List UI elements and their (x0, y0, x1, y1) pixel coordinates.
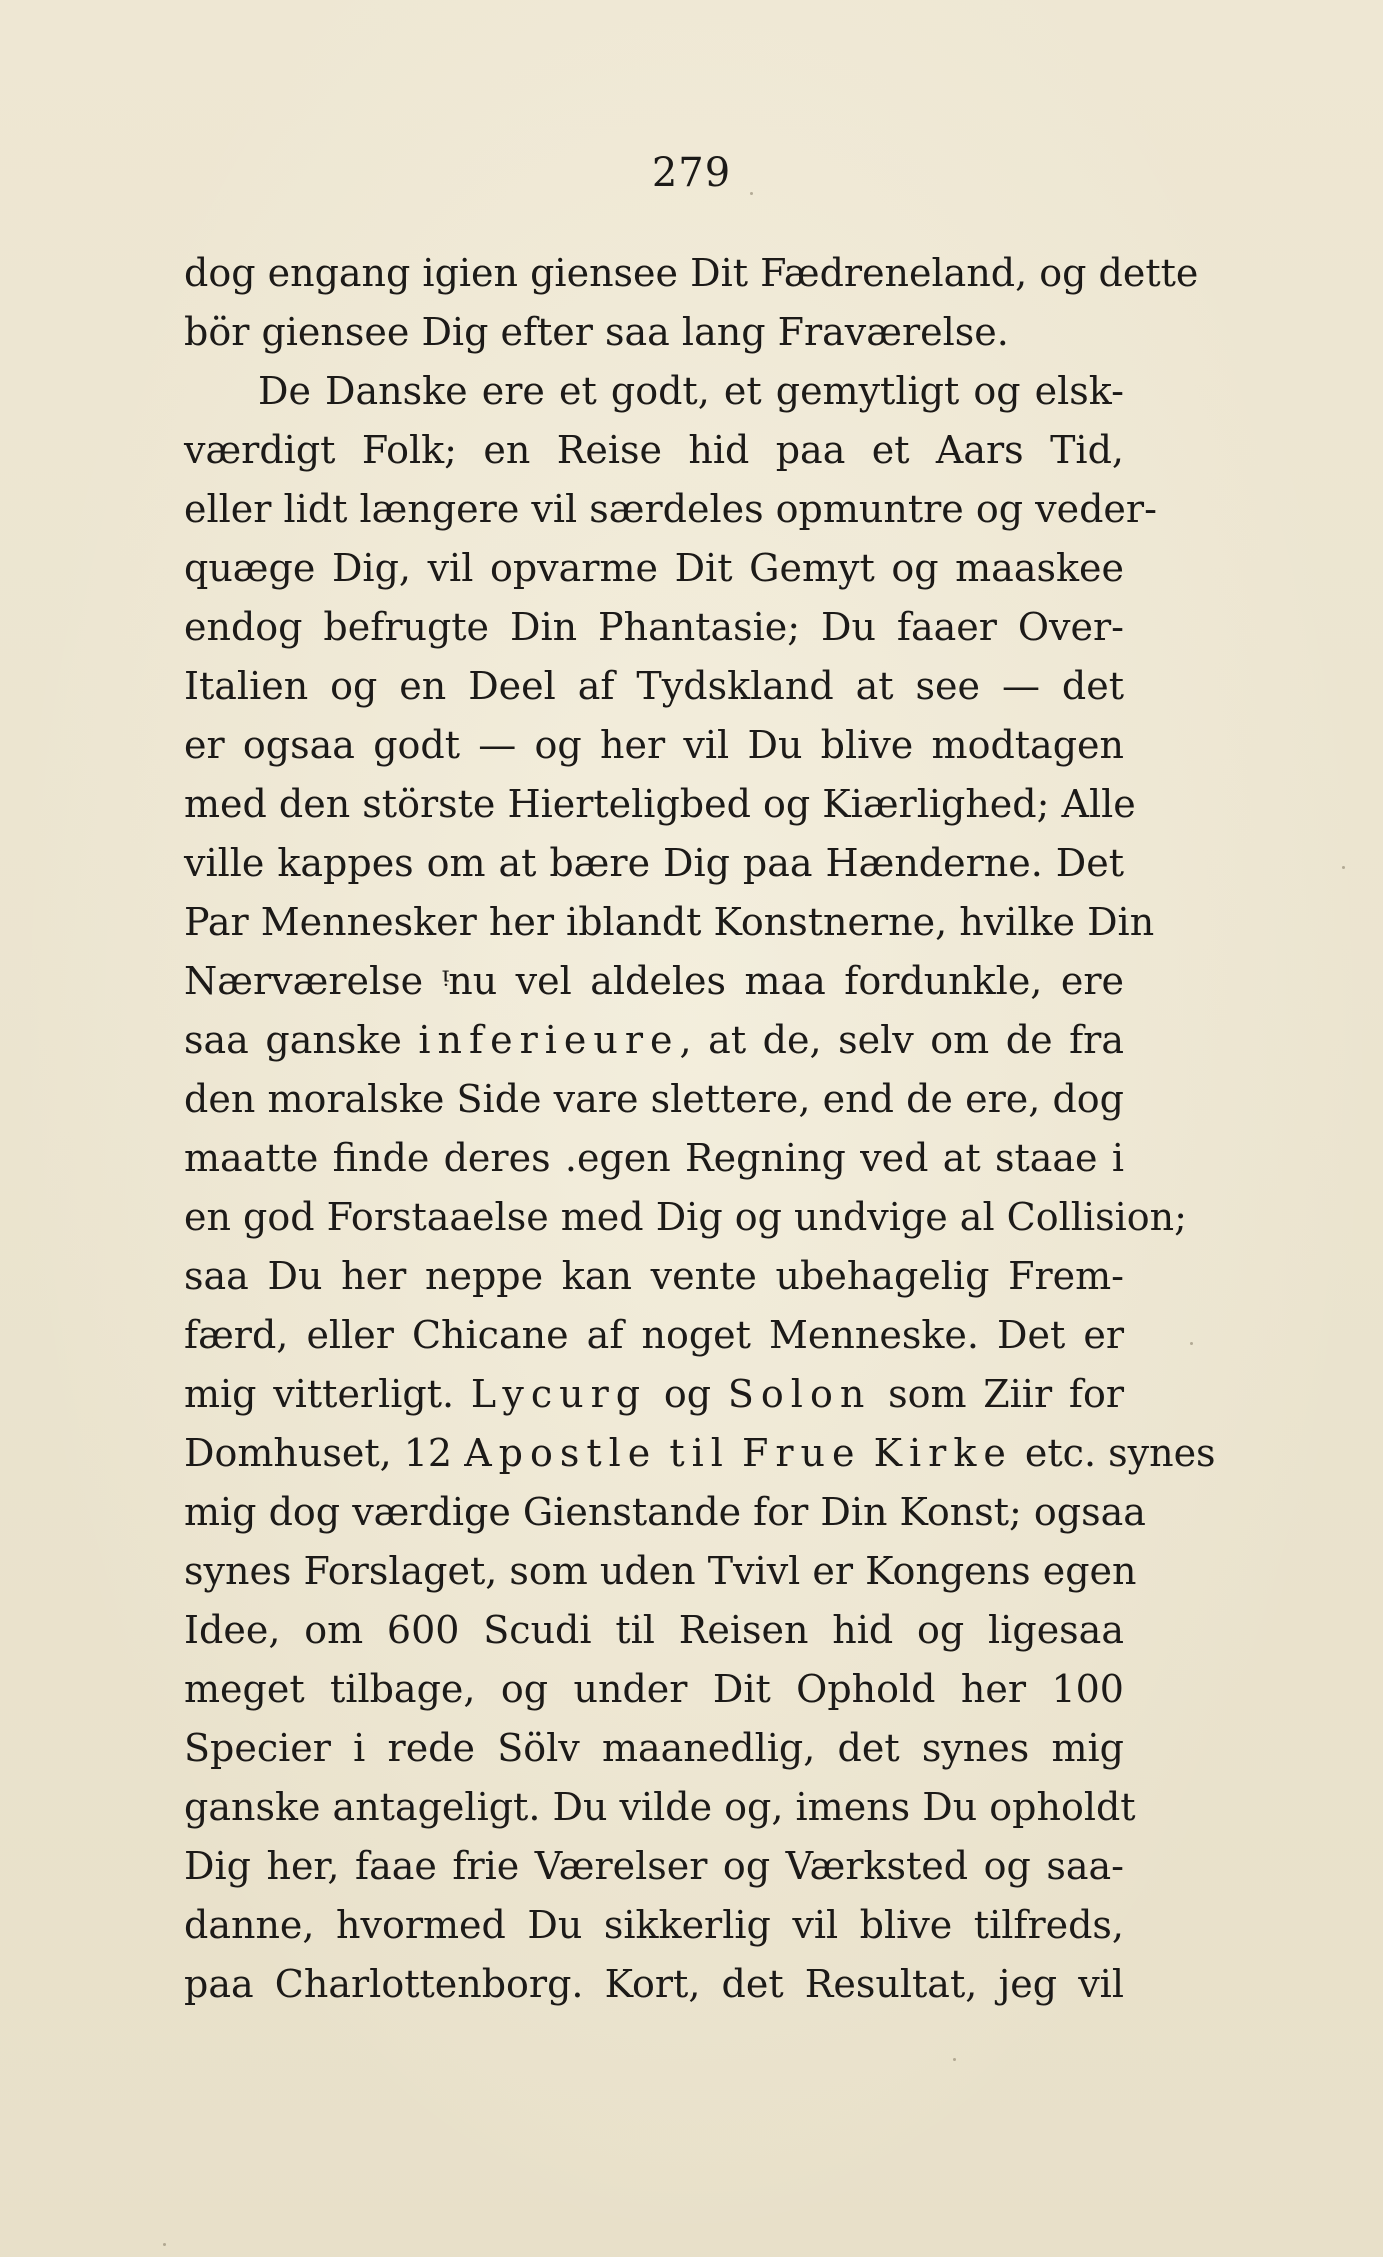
paper-speck (750, 192, 753, 195)
text-line: Idee, om 600 Scudi til Reisen hid og ligesaa (184, 1608, 1124, 1652)
text-line: færd, eller Chicane af noget Menneske. Det er (184, 1313, 1124, 1357)
text-line: endog befrugte Din Phantasie; Du faaer Over- (184, 605, 1124, 649)
text-run (862, 1431, 874, 1475)
text-run: Domhuset, 12 (184, 1431, 465, 1475)
text-line: værdigt Folk; en Reise hid paa et Aars Tid, (184, 428, 1124, 472)
text-line: meget tilbage, og under Dit Ophold her 100 (184, 1667, 1124, 1711)
text-line: danne, hvormed Du sikkerlig vil blive tilfreds, (184, 1903, 1124, 1947)
spaced-emphasis: Lycurg (470, 1372, 648, 1416)
text-line: paa Charlottenborg. Kort, det Resultat, jeg vil (184, 1962, 1124, 2006)
paper-speck (953, 2058, 956, 2061)
text-line: er ogsaa godt — og her vil Du blive modtagen (184, 723, 1124, 767)
text-line: mig dog værdige Gienstande for Din Konst; ogsaa (184, 1490, 1146, 1534)
text-line: De Danske ere et godt, et gemytligt og elsk- (258, 369, 1124, 413)
text-run (730, 1431, 742, 1475)
text-run (657, 1431, 669, 1475)
text-line: Specier i rede Sölv maanedlig, det synes mig (184, 1726, 1124, 1770)
text-line: den moralske Side vare slettere, end de ere, dog (184, 1077, 1124, 1121)
text-line: saa Du her neppe kan vente ubehagelig Frem- (184, 1254, 1124, 1298)
spaced-emphasis: inferieure (418, 1018, 680, 1062)
text-run: etc. synes (1012, 1431, 1216, 1475)
text-line: ganske antageligt. Du vilde og, imens Du opholdt (184, 1785, 1136, 1829)
spaced-emphasis: til (669, 1431, 730, 1475)
text-line: en god Forstaaelse med Dig og undvige al Collision; (184, 1195, 1187, 1239)
text-line (184, 1365, 1124, 1424)
text-line: eller lidt længere vil særdeles opmuntre og veder- (184, 487, 1157, 531)
spaced-emphasis: Apostle (464, 1431, 658, 1475)
paper-speck (1342, 866, 1345, 869)
body-text (184, 244, 1216, 2014)
text-line: Nærværelse ᵎnu vel aldeles maa fordunkle, ere (184, 959, 1124, 1003)
text-line: maatte finde deres .egen Regning ved at staae i (184, 1136, 1124, 1180)
text-line: ville kappes om at bære Dig paa Hænderne. Det (184, 841, 1124, 885)
text-line: synes Forslaget, som uden Tvivl er Kongens egen (184, 1549, 1137, 1593)
paper-speck (1190, 1342, 1193, 1345)
text-run: saa ganske (184, 1018, 419, 1062)
text-line: med den störste Hierteligbed og Kiærlighed; Alle (184, 782, 1136, 826)
page-number: 279 (651, 150, 732, 196)
spaced-emphasis: Frue (742, 1431, 862, 1475)
text-line: Italien og en Deel af Tydskland at see — det (184, 664, 1124, 708)
text-line: dog engang igien giensee Dit Fædreneland, og dette (184, 251, 1199, 295)
text-run: som Ziir for (871, 1372, 1124, 1416)
text-run: og (647, 1372, 728, 1416)
spaced-emphasis: Kirke (873, 1431, 1013, 1475)
text-run: , at de, selv om de fra (679, 1018, 1124, 1062)
text-line (184, 1424, 1216, 1483)
text-line (184, 1011, 1124, 1070)
text-line: Dig her, faae frie Værelser og Værksted og saa- (184, 1844, 1124, 1888)
text-line: quæge Dig, vil opvarme Dit Gemyt og maaskee (184, 546, 1124, 590)
paper-speck (163, 2243, 166, 2246)
text-line: Par Mennesker her iblandt Konstnerne, hvilke Din (184, 900, 1155, 944)
spaced-emphasis: Solon (727, 1372, 872, 1416)
text-line: bör giensee Dig efter saa lang Fraværelse. (184, 310, 1009, 354)
text-run: mig vitterligt. (184, 1372, 471, 1416)
